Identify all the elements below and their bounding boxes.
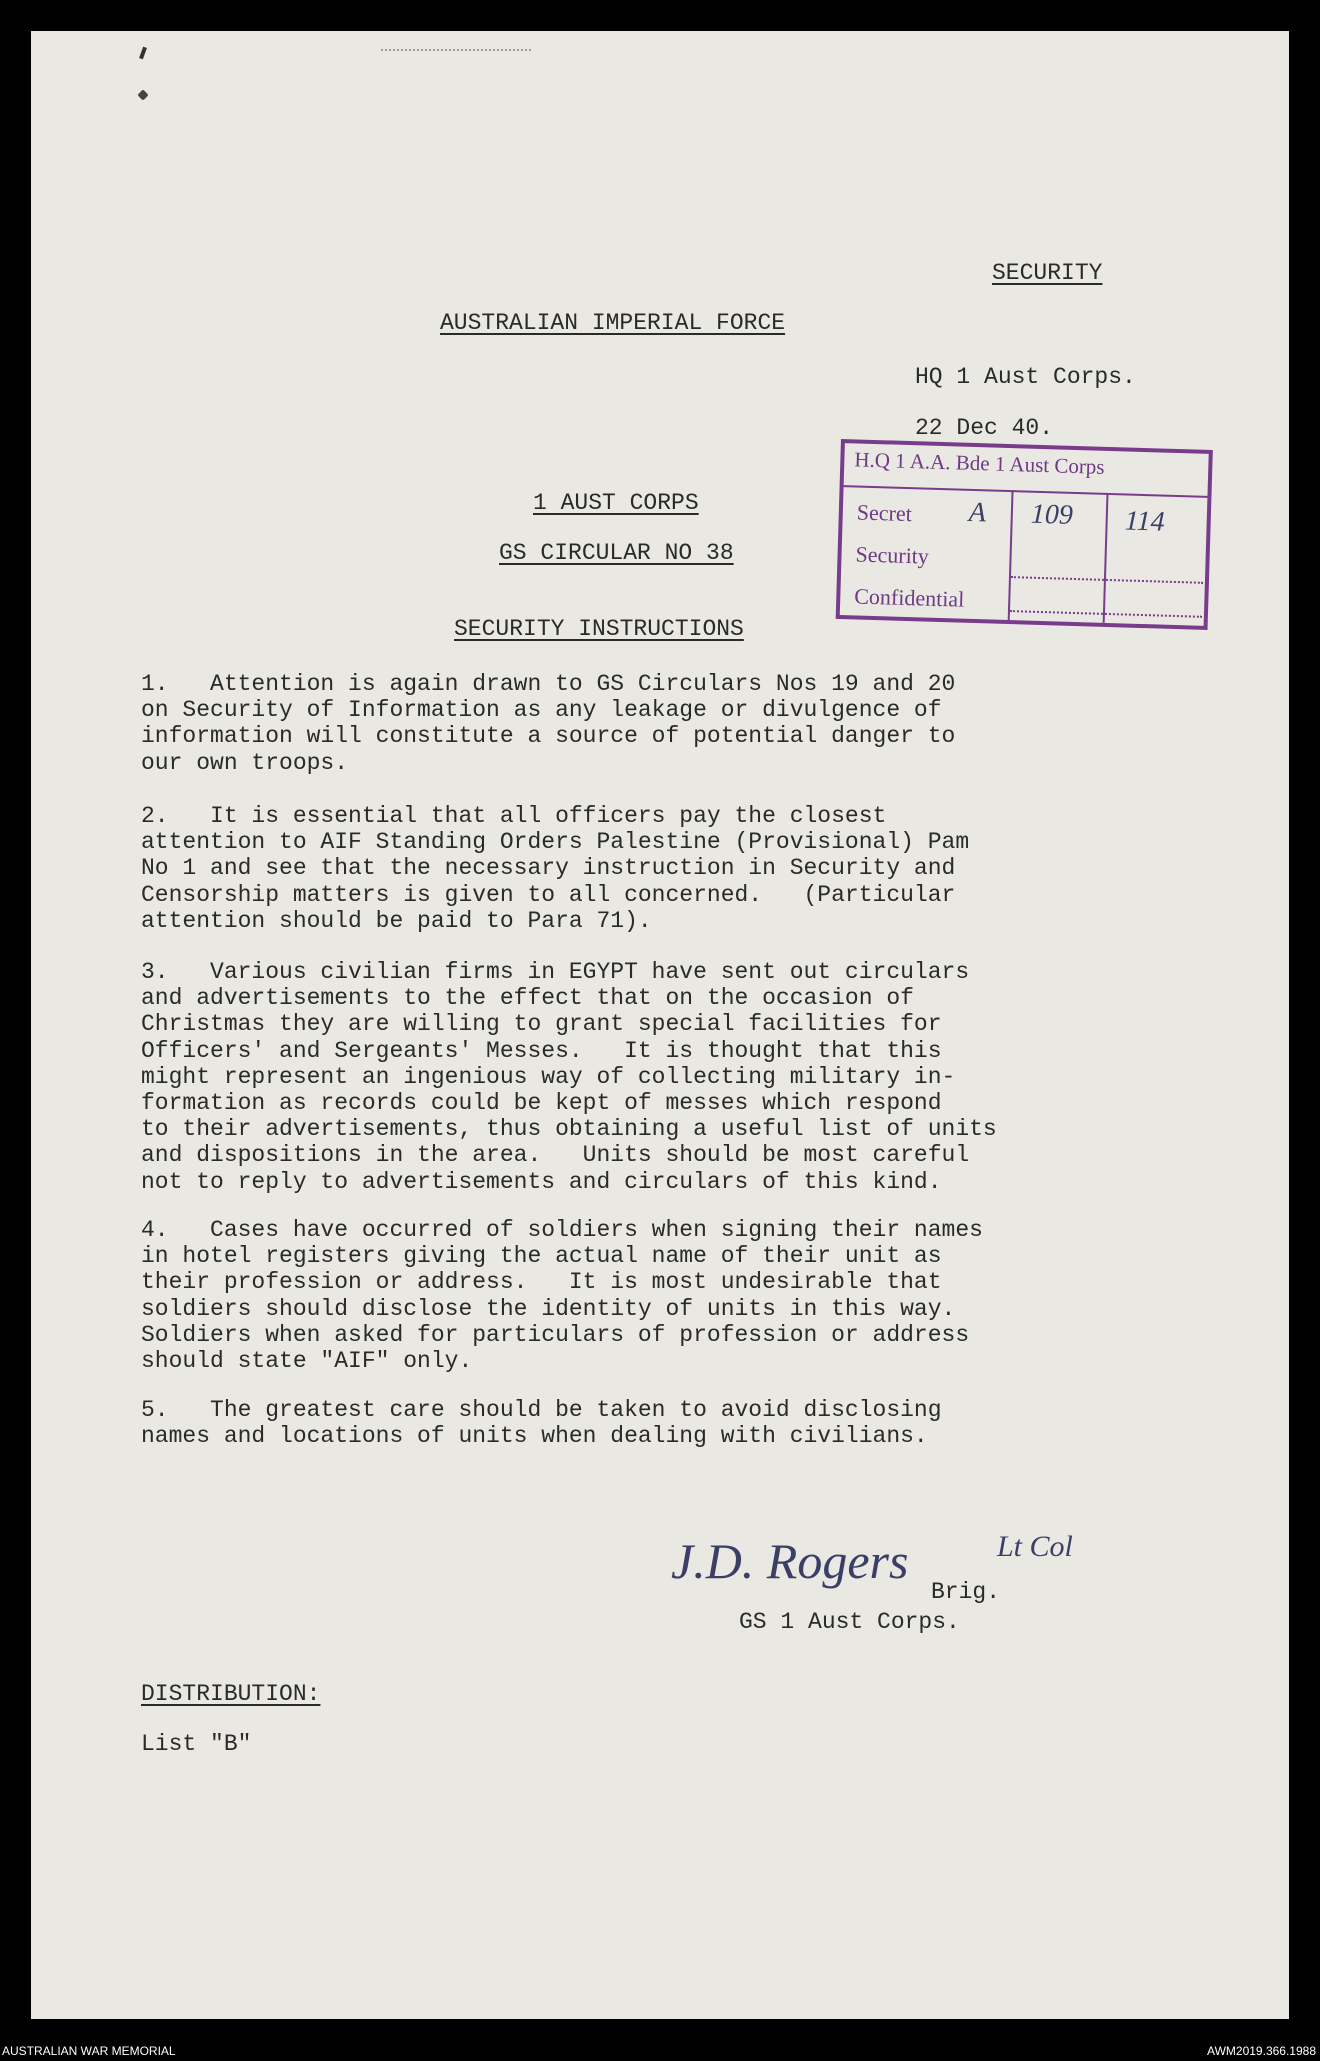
stamp-entry-number: 109	[1030, 498, 1074, 531]
stamp-rule	[844, 485, 1208, 498]
circular-unit: 1 AUST CORPS	[533, 490, 699, 516]
paragraph-5: 5. The greatest care should be taken to avoid disclosing names and locations of units when dealing with civilians.	[141, 1397, 942, 1450]
margin-marks	[141, 47, 661, 107]
circular-number: GS CIRCULAR NO 38	[499, 540, 734, 566]
classification-heading: SECURITY	[992, 260, 1103, 286]
stamp-dotted-line	[1010, 610, 1202, 618]
stamp-row-confidential: Confidential	[853, 583, 965, 612]
document-page	[31, 31, 1289, 2019]
stamp-entry-letter: A	[968, 496, 987, 529]
signature-rank-handwritten: Lt Col	[997, 1530, 1073, 1563]
distribution-heading: DISTRIBUTION:	[141, 1681, 321, 1707]
footer-archive-name: AUSTRALIAN WAR MEMORIAL	[2, 2044, 176, 2058]
security-stamp	[836, 439, 1213, 630]
stamp-row-secret: Secret	[856, 499, 913, 527]
hq-line: HQ 1 Aust Corps.	[915, 364, 1136, 390]
stamp-divider	[1008, 490, 1014, 620]
signature-rank: Brig.	[931, 1579, 1001, 1605]
stamp-title: H.Q 1 A.A. Bde 1 Aust Corps	[854, 447, 1105, 479]
signature-role: GS 1 Aust Corps.	[739, 1609, 960, 1635]
footer-accession-number: AWM2019.366.1988	[1207, 2044, 1316, 2058]
organisation-title: AUSTRALIAN IMPERIAL FORCE	[440, 310, 786, 336]
stamp-entry-number: 114	[1124, 505, 1166, 538]
paragraph-2: 2. It is essential that all officers pay the closest attention to AIF Standing Orders Palestine (Provisional) Pam No 1 and see that the necessary instruction in Security and Censorship matters is given to all concerned. (Particular attention should be paid to Para 71).	[141, 803, 970, 934]
stamp-row-security: Security	[855, 541, 930, 569]
paragraph-4: 4. Cases have occurred of soldiers when signing their names in hotel registers giving the actual name of their unit as their profession or address. It is most undesirable that soldiers should disclose the identity of units in this way. Soldiers when asked for particulars of profession or address should state "AIF" only.	[141, 1217, 983, 1375]
paragraph-1: 1. Attention is again drawn to GS Circulars Nos 19 and 20 on Security of Information as any leakage or divulgence of information will constitute a source of potential danger to our own troops.	[141, 671, 956, 776]
stamp-dotted-line	[1011, 576, 1203, 584]
stamp-divider	[1103, 493, 1109, 623]
date-line: 22 Dec 40.	[915, 415, 1054, 441]
paragraph-3: 3. Various civilian firms in EGYPT have sent out circulars and advertisements to the effect that on the occasion of Christmas they are willing to grant special facilities for Officers' and Sergeants' Messes. It is thought that this might represent an ingenious way of collecting military in- formation as records could be kept of messes which respond to their advertisements, thus obtaining a useful list of units and dispositions in the area. Units should be most careful not to reply to advertisements and circulars of this kind.	[141, 959, 997, 1195]
distribution-list: List "B"	[141, 1731, 252, 1757]
signature: J.D. Rogers	[671, 1533, 909, 1589]
circular-subject: SECURITY INSTRUCTIONS	[454, 616, 744, 642]
